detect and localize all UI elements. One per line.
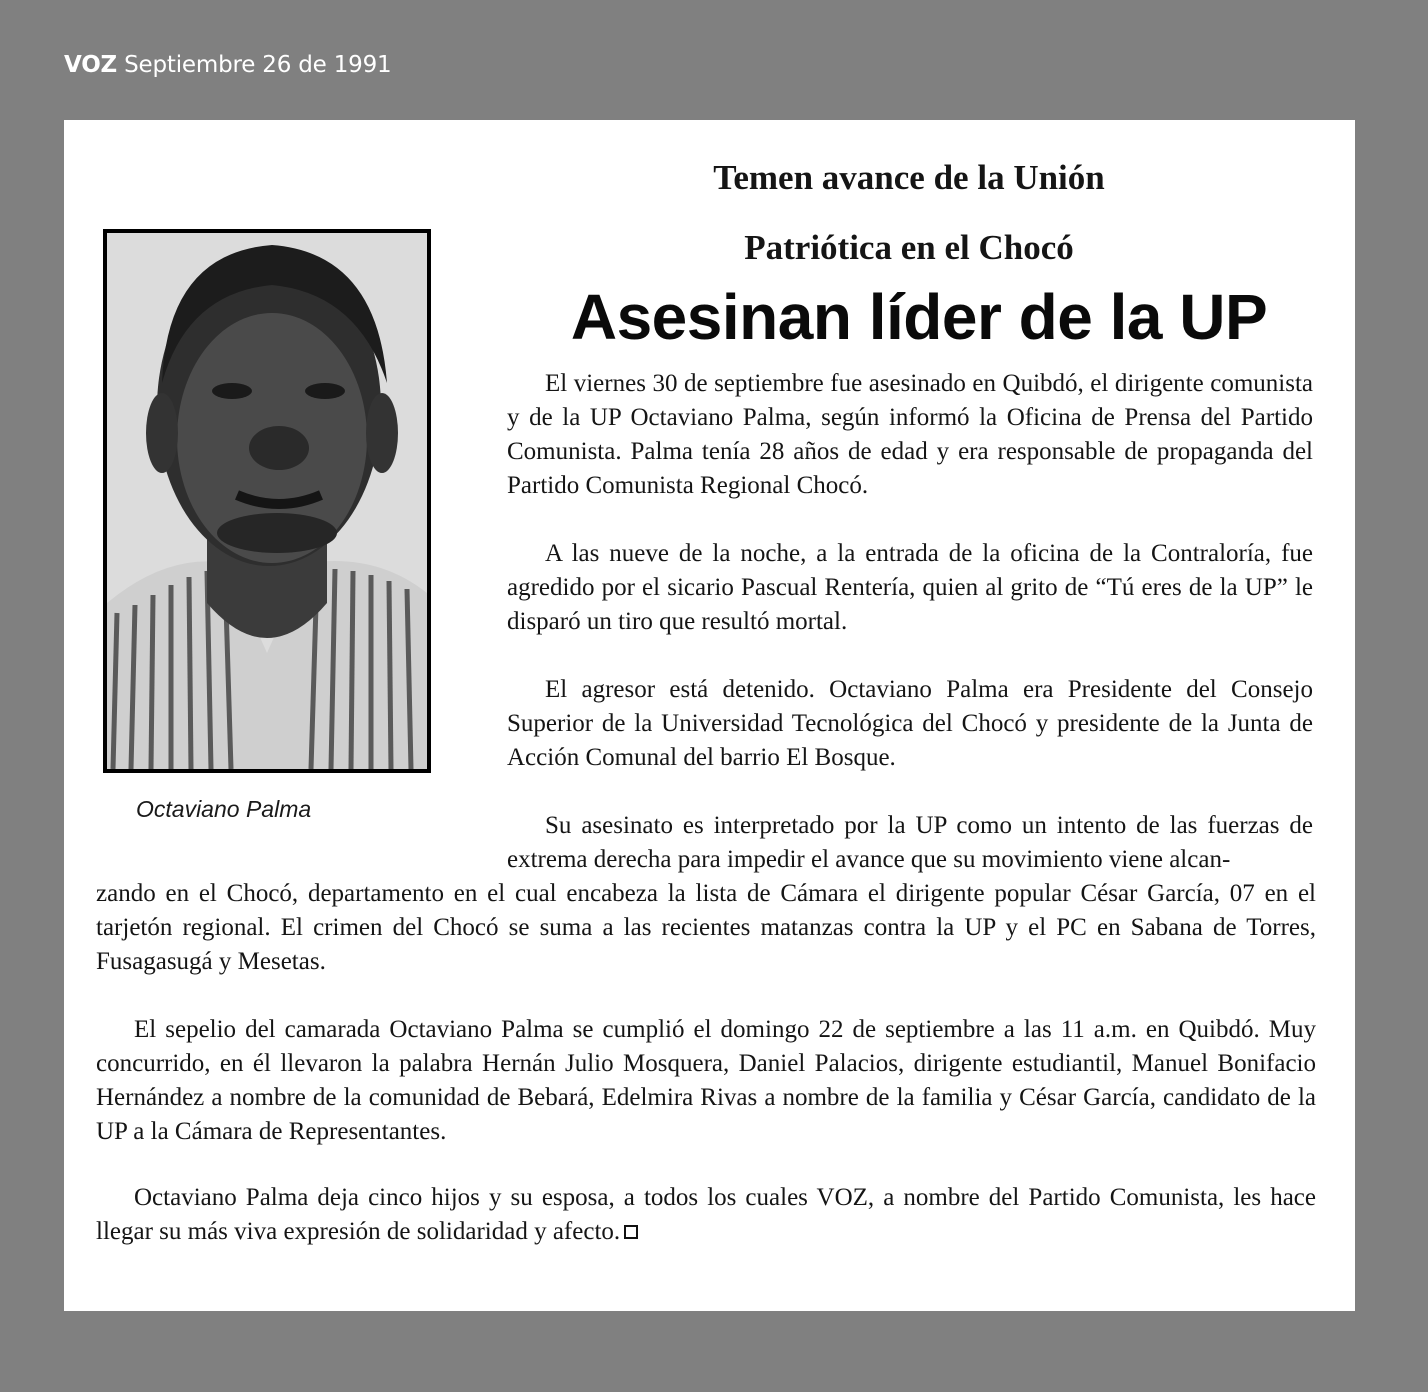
portrait-image — [107, 233, 427, 769]
paragraph-6 — [96, 1181, 1316, 1249]
kicker-line-1: Temen avance de la Unión — [713, 158, 1105, 197]
paragraph-1: El viernes 30 de septiembre fue asesinado en Quibdó, el dirigente comunista y de la UP Octaviano Palma, según informó la Oficina de Prensa del Partido Comunista. Palma tenía 28 años de edad y era responsable de propaganda del Partido Comunista Regional Chocó. — [507, 370, 1313, 499]
portrait-photo — [103, 229, 431, 773]
newspaper-clipping — [64, 120, 1355, 1311]
paragraph-4: Su asesinato es interpretado por la UP como un intento de las fuerzas de extrema derecha para impedir el avance que su movimiento viene alcan- — [507, 812, 1313, 873]
source-line — [64, 52, 391, 78]
paragraph-5: El sepelio del camarada Octaviano Palma se cumplió el domingo 22 de septiembre a las 11 a.m. en Quibdó. Muy concurrido, en él llevaron la palabra Hernán Julio Mosquera, Daniel Palacios, dirigente estudiantil, Manuel Bonifacio Hernández a nombre de la comunidad de Bebará, Edelmira Rivas a nombre de la familia y César García, candidato de la UP a la Cámara de Representantes. — [96, 1016, 1316, 1145]
publication-date: Septiembre 26 de 1991 — [124, 52, 392, 78]
headline: Asesinan líder de la UP — [570, 281, 1268, 353]
publication-name: VOZ — [64, 52, 118, 78]
paragraph-3: El agresor está detenido. Octaviano Palma era Presidente del Consejo Superior de la Universidad Tecnológica del Chocó y presidente de la Junta de Acción Comunal del barrio El Bosque. — [507, 676, 1313, 771]
kicker-line-2: Patriótica en el Chocó — [744, 228, 1074, 267]
end-mark-icon — [624, 1225, 638, 1239]
paragraph-6-text: Octaviano Palma deja cinco hijos y su esposa, a todos los cuales VOZ, a nombre del Partido Comunista, les hace llegar su más viva expresión de solidaridad y afecto. — [96, 1184, 1316, 1245]
paragraph-2: A las nueve de la noche, a la entrada de la oficina de la Contraloría, fue agredido por el sicario Pascual Rentería, quien al grito de “Tú eres de la UP” le disparó un tiro que resultó mortal. — [507, 540, 1313, 635]
paragraph-4-continued: zando en el Chocó, departamento en el cual encabeza la lista de Cámara el dirigente popular César García, 07 en el tarjetón regional. El crimen del Chocó se suma a las recientes matanzas contra la UP y el PC en Sabana de Torres, Fusagasugá y Mesetas. — [96, 880, 1316, 975]
photo-caption: Octaviano Palma — [136, 796, 312, 822]
